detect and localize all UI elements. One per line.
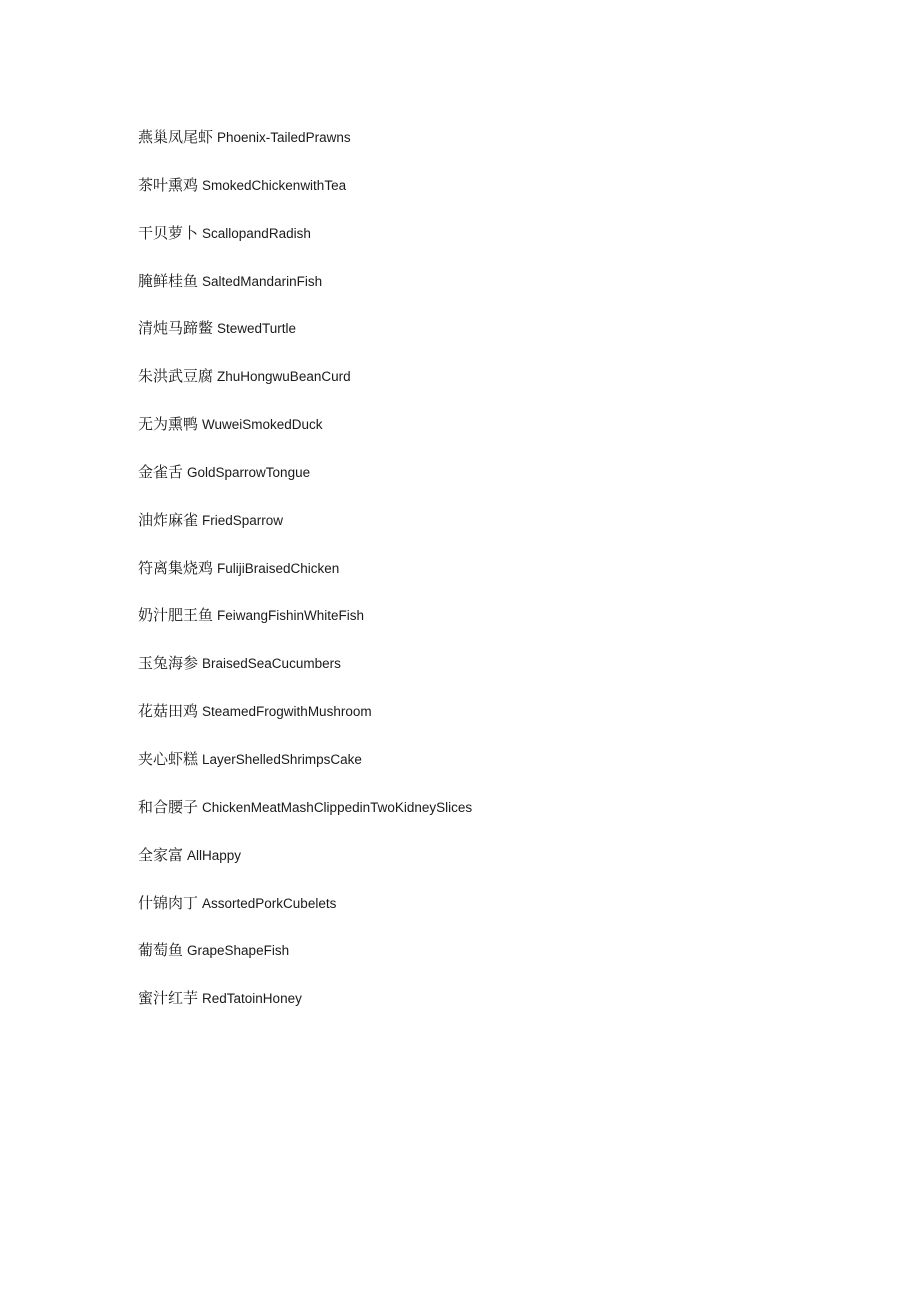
- dish-name-chinese: 奶汁肥王鱼: [138, 606, 214, 625]
- dish-name-english: FeiwangFishinWhiteFish: [217, 608, 365, 624]
- dish-name-english: FriedSparrow: [202, 512, 284, 528]
- dish-name-chinese: 燕巢凤尾虾: [138, 128, 214, 146]
- dish-name-chinese: 什锦肉丁: [138, 893, 199, 912]
- dish-name-english: AssortedPorkCubelets: [202, 895, 337, 911]
- list-item: [138, 317, 472, 365]
- list-item: [138, 365, 472, 413]
- dish-name-english: ZhuHongwuBeanCurd: [217, 369, 351, 385]
- dish-name-english: ScallopandRadish: [202, 225, 311, 241]
- dish-name-chinese: 玉兔海参: [138, 654, 199, 673]
- dish-name-chinese: 清炖马蹄鳖: [138, 319, 214, 338]
- dish-name-english: SteamedFrogwithMushroom: [202, 704, 372, 720]
- list-item: [138, 413, 472, 461]
- dish-name-chinese: 金雀舌: [138, 462, 184, 481]
- dish-name-chinese: 无为熏鸭: [138, 415, 199, 434]
- list-item: [138, 892, 472, 940]
- dish-name-english: LayerShelledShrimpsCake: [202, 751, 362, 767]
- dish-name-chinese: 茶叶熏鸡: [138, 175, 199, 194]
- list-item: [138, 700, 472, 748]
- list-item: [138, 796, 472, 844]
- list-item: [138, 222, 472, 270]
- dish-name-english: SmokedChickenwithTea: [202, 177, 347, 193]
- list-item: [138, 604, 472, 652]
- dish-name-chinese: 油炸麻雀: [138, 510, 199, 529]
- list-item: [138, 270, 472, 318]
- dish-name-english: FulijiBraisedChicken: [217, 560, 340, 576]
- list-item: [138, 174, 472, 222]
- dish-name-english: GoldSparrowTongue: [187, 464, 311, 480]
- dish-name-english: ChickenMeatMashClippedinTwoKidneySlices: [202, 799, 473, 815]
- dish-name-chinese: 夹心虾糕: [138, 749, 199, 768]
- dish-name-chinese: 全家富: [138, 845, 184, 864]
- dish-name-english: WuweiSmokedDuck: [202, 417, 323, 433]
- list-item: [138, 987, 472, 1035]
- dish-name-english: AllHappy: [187, 847, 242, 863]
- dish-name-english: BraisedSeaCucumbers: [202, 656, 341, 672]
- dish-name-english: StewedTurtle: [217, 321, 297, 337]
- dish-name-chinese: 朱洪武豆腐: [138, 367, 214, 386]
- list-item: [138, 939, 472, 987]
- dish-name-english: GrapeShapeFish: [187, 943, 290, 959]
- list-item: [138, 126, 472, 174]
- list-item: [138, 844, 472, 892]
- dish-name-chinese: 和合腰子: [138, 797, 199, 816]
- dish-name-chinese: 腌鲜桂鱼: [138, 271, 199, 290]
- dish-name-chinese: 符离集烧鸡: [138, 558, 214, 577]
- list-item: [138, 748, 472, 796]
- list-item: [138, 652, 472, 700]
- dish-name-english: RedTatoinHoney: [202, 991, 302, 1007]
- list-item: [138, 509, 472, 557]
- dish-list: [138, 126, 472, 1035]
- dish-name-chinese: 蜜汁红芋: [138, 989, 199, 1008]
- dish-name-chinese: 葡萄鱼: [138, 941, 184, 960]
- dish-name-chinese: 干贝萝卜: [138, 223, 199, 242]
- list-item: [138, 461, 472, 509]
- dish-name-english: Phoenix-TailedPrawns: [217, 130, 351, 145]
- list-item: [138, 557, 472, 605]
- dish-name-english: SaltedMandarinFish: [202, 273, 323, 289]
- dish-name-chinese: 花菇田鸡: [138, 702, 199, 721]
